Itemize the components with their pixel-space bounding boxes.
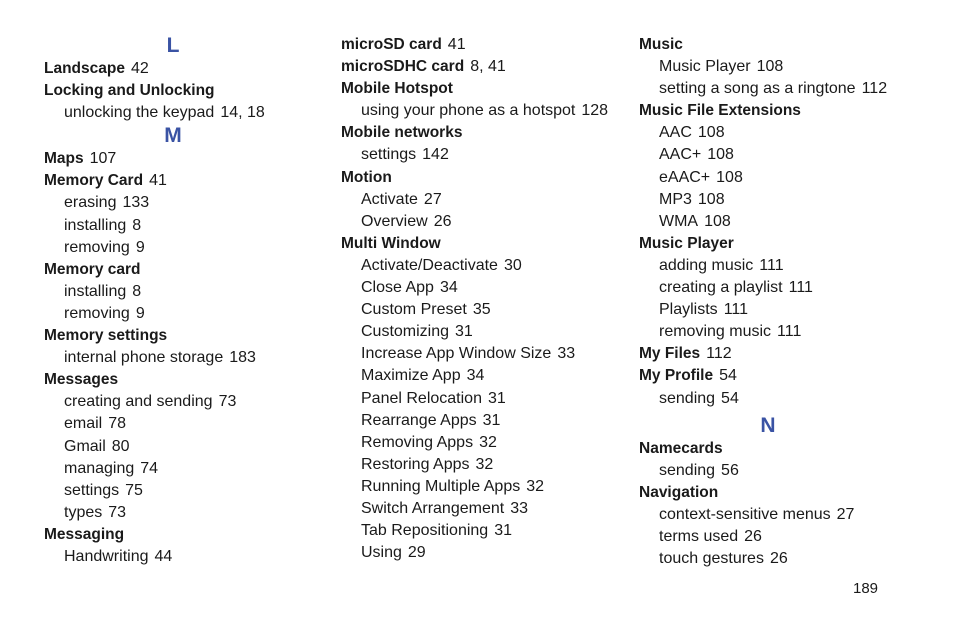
entry-pages: 41 bbox=[149, 172, 167, 190]
entry-term: removing music bbox=[659, 323, 772, 341]
entry-pages: 108 bbox=[697, 190, 725, 208]
entry-pages: 54 bbox=[721, 389, 739, 407]
section-letter: N bbox=[760, 413, 776, 437]
index-subentry bbox=[341, 476, 621, 498]
index-subentry bbox=[341, 365, 621, 387]
entry-term: touch gestures bbox=[659, 550, 764, 568]
entry-pages: 111 bbox=[788, 279, 813, 297]
entry-pages: 31 bbox=[482, 411, 501, 429]
index-subentry bbox=[44, 502, 324, 524]
entry-pages: 9 bbox=[135, 304, 145, 322]
entry-term: Memory card bbox=[44, 260, 141, 278]
entry-term: Increase App Window Size bbox=[361, 345, 552, 363]
entry-term: Running Multiple Apps bbox=[361, 477, 521, 495]
entry-pages: 133 bbox=[122, 194, 150, 212]
entry-pages: 111 bbox=[759, 256, 784, 274]
entry-pages: 56 bbox=[721, 461, 739, 479]
index-entry bbox=[44, 524, 324, 546]
index-entry bbox=[44, 325, 324, 347]
section-letter: M bbox=[164, 124, 182, 148]
index-subentry bbox=[639, 460, 919, 482]
index-subentry bbox=[44, 192, 324, 214]
page-number: 189 bbox=[853, 580, 879, 597]
entry-pages: 30 bbox=[503, 256, 522, 274]
entry-term: Activate/Deactivate bbox=[361, 256, 498, 274]
entry-term: Customizing bbox=[361, 323, 450, 341]
index-entry bbox=[44, 259, 324, 281]
index-subentry bbox=[341, 144, 621, 166]
index-entry bbox=[341, 56, 621, 78]
entry-term: My Profile bbox=[639, 367, 714, 385]
entry-pages: 74 bbox=[140, 459, 159, 477]
entry-term: Maximize App bbox=[361, 367, 461, 385]
entry-pages: 33 bbox=[510, 499, 528, 517]
index-entry bbox=[639, 438, 919, 460]
entry-pages: 32 bbox=[526, 477, 545, 495]
entry-term: types bbox=[64, 503, 103, 521]
index-subentry bbox=[44, 237, 324, 259]
entry-term: settings bbox=[361, 146, 417, 164]
entry-term: creating a playlist bbox=[659, 279, 783, 297]
entry-term: context-sensitive menus bbox=[659, 505, 831, 523]
index-entry bbox=[639, 34, 919, 56]
entry-pages: 8, 41 bbox=[470, 58, 506, 76]
index-subentry bbox=[639, 56, 919, 78]
entry-pages: 108 bbox=[697, 124, 725, 142]
index-subentry bbox=[639, 504, 919, 526]
entry-term: Locking and Unlocking bbox=[44, 82, 215, 100]
entry-pages: 31 bbox=[455, 323, 473, 341]
entry-term: AAC bbox=[659, 124, 692, 142]
index-subentry bbox=[44, 458, 324, 480]
entry-pages: 9 bbox=[135, 238, 145, 256]
entry-term: Switch Arrangement bbox=[361, 499, 505, 517]
entry-term: Tab Repositioning bbox=[361, 522, 489, 540]
entry-pages: 26 bbox=[433, 212, 452, 230]
entry-pages: 73 bbox=[108, 503, 127, 521]
index-subentry bbox=[44, 480, 324, 502]
entry-pages: 27 bbox=[836, 505, 855, 523]
index-column-3 bbox=[639, 34, 919, 570]
index-subentry bbox=[639, 167, 919, 189]
index-subentry bbox=[341, 277, 621, 299]
entry-pages: 27 bbox=[423, 190, 442, 208]
index-entry bbox=[639, 365, 919, 387]
entry-pages: 34 bbox=[466, 367, 485, 385]
entry-term: Restoring Apps bbox=[361, 455, 470, 473]
entry-pages: 26 bbox=[744, 527, 762, 545]
entry-term: Removing Apps bbox=[361, 433, 474, 451]
entry-pages: 8 bbox=[132, 282, 142, 300]
index-entry bbox=[639, 343, 919, 365]
index-entry bbox=[44, 80, 324, 102]
index-subentry bbox=[341, 542, 621, 564]
entry-term: using your phone as a hotspot bbox=[361, 102, 576, 120]
index-entry bbox=[341, 34, 621, 56]
entry-term: Close App bbox=[361, 279, 434, 297]
entry-term: sending bbox=[659, 389, 716, 407]
index-subentry bbox=[639, 548, 919, 570]
entry-term: Namecards bbox=[639, 439, 723, 457]
index-subentry bbox=[639, 299, 919, 321]
entry-term: Motion bbox=[341, 168, 392, 186]
entry-term: Panel Relocation bbox=[361, 389, 482, 407]
entry-term: creating and sending bbox=[64, 393, 213, 411]
index-subentry bbox=[639, 277, 919, 299]
entry-pages: 31 bbox=[494, 522, 512, 540]
entry-pages: 8 bbox=[132, 216, 142, 234]
entry-term: terms used bbox=[659, 527, 739, 545]
index-subentry bbox=[341, 388, 621, 410]
index-entry bbox=[44, 148, 324, 170]
entry-pages: 108 bbox=[704, 212, 731, 230]
index-entry bbox=[341, 233, 621, 255]
entry-term: removing bbox=[64, 238, 130, 256]
entry-term: managing bbox=[64, 459, 135, 477]
entry-pages: 29 bbox=[407, 544, 426, 562]
entry-term: microSDHC card bbox=[341, 58, 465, 76]
entry-term: installing bbox=[64, 282, 127, 300]
index-subentry bbox=[341, 211, 621, 233]
entry-term: WMA bbox=[659, 212, 699, 230]
index-subentry bbox=[44, 347, 324, 369]
entry-pages: 128 bbox=[581, 102, 609, 120]
entry-term: Messaging bbox=[44, 525, 125, 543]
entry-pages: 33 bbox=[557, 345, 576, 363]
index-entry bbox=[639, 233, 919, 255]
entry-term: adding music bbox=[659, 256, 754, 274]
entry-term: Music Player bbox=[659, 58, 751, 76]
entry-pages: 54 bbox=[719, 367, 737, 385]
entry-pages: 41 bbox=[447, 36, 466, 53]
index-subentry bbox=[341, 432, 621, 454]
index-subentry bbox=[341, 343, 621, 365]
entry-pages: 26 bbox=[769, 550, 788, 568]
entry-term: Landscape bbox=[44, 60, 125, 77]
index-subentry bbox=[341, 189, 621, 211]
index-subentry bbox=[44, 413, 324, 435]
index-subentry bbox=[44, 546, 324, 568]
entry-pages: 31 bbox=[487, 389, 506, 407]
index-subentry bbox=[639, 321, 919, 343]
index-subentry bbox=[44, 281, 324, 303]
index-column-1 bbox=[44, 34, 324, 568]
index-subentry bbox=[44, 303, 324, 325]
entry-term: MP3 bbox=[659, 190, 692, 208]
entry-pages: 34 bbox=[439, 279, 458, 297]
entry-term: My Files bbox=[639, 345, 701, 363]
index-subentry bbox=[341, 299, 621, 321]
entry-term: Handwriting bbox=[64, 547, 149, 565]
entry-term: Memory settings bbox=[44, 327, 168, 345]
entry-pages: 108 bbox=[707, 146, 734, 164]
index-subentry bbox=[44, 215, 324, 237]
index-subentry bbox=[44, 391, 324, 413]
index-entry bbox=[639, 482, 919, 504]
index-subentry bbox=[341, 410, 621, 432]
entry-term: Maps bbox=[44, 150, 84, 168]
index-entry bbox=[44, 170, 324, 192]
entry-pages: 107 bbox=[89, 150, 117, 168]
index-entry bbox=[341, 167, 621, 189]
entry-term: internal phone storage bbox=[64, 349, 224, 367]
entry-pages: 183 bbox=[229, 349, 256, 367]
entry-term: eAAC+ bbox=[659, 168, 711, 186]
entry-term: Music Player bbox=[639, 234, 734, 252]
entry-term: Activate bbox=[361, 190, 418, 208]
entry-term: AAC+ bbox=[659, 146, 702, 164]
index-subentry bbox=[639, 122, 919, 144]
entry-term: Music bbox=[639, 36, 683, 53]
entry-term: Messages bbox=[44, 371, 119, 389]
entry-term: removing bbox=[64, 304, 130, 322]
entry-pages: 108 bbox=[756, 58, 784, 76]
entry-term: erasing bbox=[64, 194, 117, 212]
index-subentry bbox=[341, 498, 621, 520]
index-subentry bbox=[341, 454, 621, 476]
index-entry bbox=[639, 100, 919, 122]
entry-pages: 73 bbox=[218, 393, 237, 411]
index-subentry bbox=[639, 211, 919, 233]
entry-term: email bbox=[64, 415, 103, 433]
entry-term: Overview bbox=[361, 212, 428, 230]
index-subentry bbox=[341, 321, 621, 343]
entry-pages: 32 bbox=[475, 455, 494, 473]
index-subentry bbox=[639, 388, 919, 410]
index-subentry bbox=[639, 189, 919, 211]
index-subentry bbox=[639, 255, 919, 277]
entry-pages: 42 bbox=[130, 60, 149, 77]
index-subentry bbox=[341, 520, 621, 542]
entry-pages: 75 bbox=[125, 481, 143, 499]
entry-pages: 142 bbox=[422, 146, 449, 164]
index-subentry bbox=[639, 78, 919, 100]
index-entry bbox=[341, 122, 621, 144]
entry-term: Using bbox=[361, 544, 402, 562]
entry-term: installing bbox=[64, 216, 127, 234]
entry-term: Multi Window bbox=[341, 234, 441, 252]
entry-term: Rearrange Apps bbox=[361, 411, 477, 429]
entry-term: setting a song as a ringtone bbox=[659, 80, 856, 98]
entry-term: settings bbox=[64, 481, 120, 499]
index-subentry bbox=[639, 144, 919, 166]
entry-term: Music File Extensions bbox=[639, 102, 801, 120]
entry-pages: 78 bbox=[108, 415, 127, 433]
entry-term: Playlists bbox=[659, 301, 718, 319]
entry-term: sending bbox=[659, 461, 716, 479]
entry-term: Gmail bbox=[64, 437, 106, 455]
entry-term: Custom Preset bbox=[361, 301, 467, 319]
entry-pages: 111 bbox=[777, 323, 802, 341]
section-letter: L bbox=[166, 34, 180, 57]
entry-pages: 108 bbox=[716, 168, 743, 186]
entry-term: unlocking the keypad bbox=[64, 104, 215, 122]
index-entry bbox=[341, 78, 621, 100]
index-subentry bbox=[44, 436, 324, 458]
entry-pages: 32 bbox=[479, 433, 497, 451]
entry-term: Memory Card bbox=[44, 172, 144, 190]
entry-pages: 112 bbox=[706, 345, 732, 363]
entry-term: microSD card bbox=[341, 36, 442, 53]
index-subentry bbox=[639, 526, 919, 548]
entry-term: Mobile Hotspot bbox=[341, 80, 453, 98]
index-subentry bbox=[341, 255, 621, 277]
entry-pages: 80 bbox=[111, 437, 130, 455]
entry-pages: 44 bbox=[154, 547, 173, 565]
index-entry bbox=[44, 58, 324, 80]
index-subentry bbox=[341, 100, 621, 122]
entry-pages: 14, 18 bbox=[220, 104, 265, 122]
entry-pages: 35 bbox=[472, 301, 491, 319]
index-subentry bbox=[44, 102, 324, 124]
entry-term: Navigation bbox=[639, 483, 719, 501]
entry-pages: 112 bbox=[861, 80, 888, 98]
entry-pages: 111 bbox=[723, 301, 749, 319]
index-entry bbox=[44, 369, 324, 391]
entry-term: Mobile networks bbox=[341, 124, 463, 142]
index-column-2 bbox=[341, 34, 621, 564]
